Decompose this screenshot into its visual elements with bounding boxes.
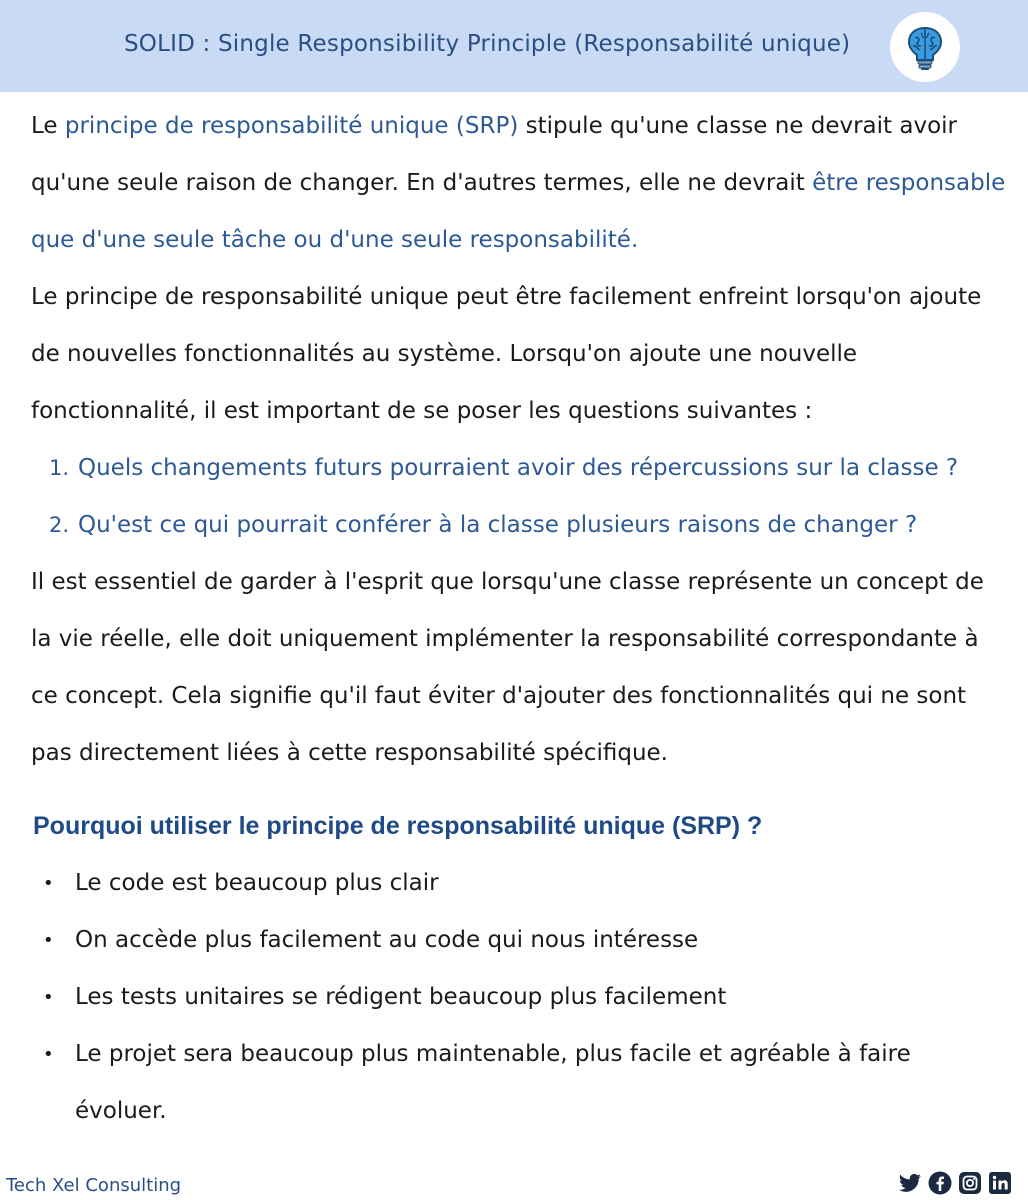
bullet-icon: • (43, 987, 54, 1008)
page-title: SOLID : Single Responsibility Principle (Responsabilité unique) (124, 31, 851, 57)
benefit-text: On accède plus facilement au code qui nous intéresse (75, 927, 699, 953)
benefit-text: Le projet sera beaucoup plus maintenable, plus facile et agréable à faire évoluer. (75, 1041, 911, 1124)
benefit-text: Les tests unitaires se rédigent beaucoup plus facilement (75, 984, 727, 1010)
linkedin-icon[interactable] (988, 1171, 1012, 1195)
intro-text-middle: stipule qu'une classe ne devrait avoir qu'une seule raison de changer. En d'autres termes, elle ne devrait (31, 113, 957, 196)
social-links (898, 1171, 1012, 1195)
violation-paragraph: Le principe de responsabilité unique peut être facilement enfreint lorsqu'on ajoute de nouvelles fonctionnalités au système. Lorsqu'on ajoute une nouvelle fonctionnalité, il est important de se poser les questions suivantes : (31, 284, 982, 424)
list-item (31, 1026, 991, 1140)
list-item (31, 497, 1011, 554)
benefit-text: Le code est beaucoup plus clair (75, 870, 439, 896)
list-number: 1. (49, 456, 70, 480)
article-body (31, 98, 1011, 782)
intro-highlight-srp: principe de responsabilité unique (SRP) (64, 113, 519, 139)
list-number: 2. (49, 513, 70, 537)
list-item (31, 440, 1011, 497)
intro-text-start: Le (31, 113, 65, 139)
questions-list (31, 440, 1011, 554)
section-heading: Pourquoi utiliser le principe de responsabilité unique (SRP) ? (33, 812, 763, 840)
intro-highlight-responsibility: être responsable que d'une seule tâche ou d'une seule responsabilité. (31, 170, 1006, 253)
bullet-icon: • (43, 873, 54, 894)
brand-logo (890, 12, 960, 82)
header-bar (0, 0, 1028, 92)
footer-brand: Tech Xel Consulting (6, 1175, 182, 1196)
list-item (31, 969, 991, 1026)
facebook-icon[interactable] (928, 1171, 952, 1195)
bullet-icon: • (43, 930, 54, 951)
brain-lightbulb-icon (903, 24, 947, 72)
list-item (31, 855, 991, 912)
question-text: Quels changements futurs pourraient avoir des répercussions sur la classe ? (78, 455, 959, 481)
question-text: Qu'est ce qui pourrait conférer à la classe plusieurs raisons de changer ? (78, 512, 918, 538)
twitter-icon[interactable] (898, 1171, 922, 1195)
instagram-icon[interactable] (958, 1171, 982, 1195)
bullet-icon: • (43, 1044, 54, 1065)
list-item (31, 912, 991, 969)
benefits-list (31, 855, 991, 1140)
concept-paragraph: Il est essentiel de garder à l'esprit que lorsqu'une classe représente un concept de la vie réelle, elle doit uniquement implémenter la responsabilité correspondante à ce concept. Cela signifie qu'il faut éviter d'ajouter des fonctionnalités qui ne sont pas directement liées à cette responsabilité spécifique. (31, 569, 984, 766)
intro-paragraph (31, 98, 1011, 269)
